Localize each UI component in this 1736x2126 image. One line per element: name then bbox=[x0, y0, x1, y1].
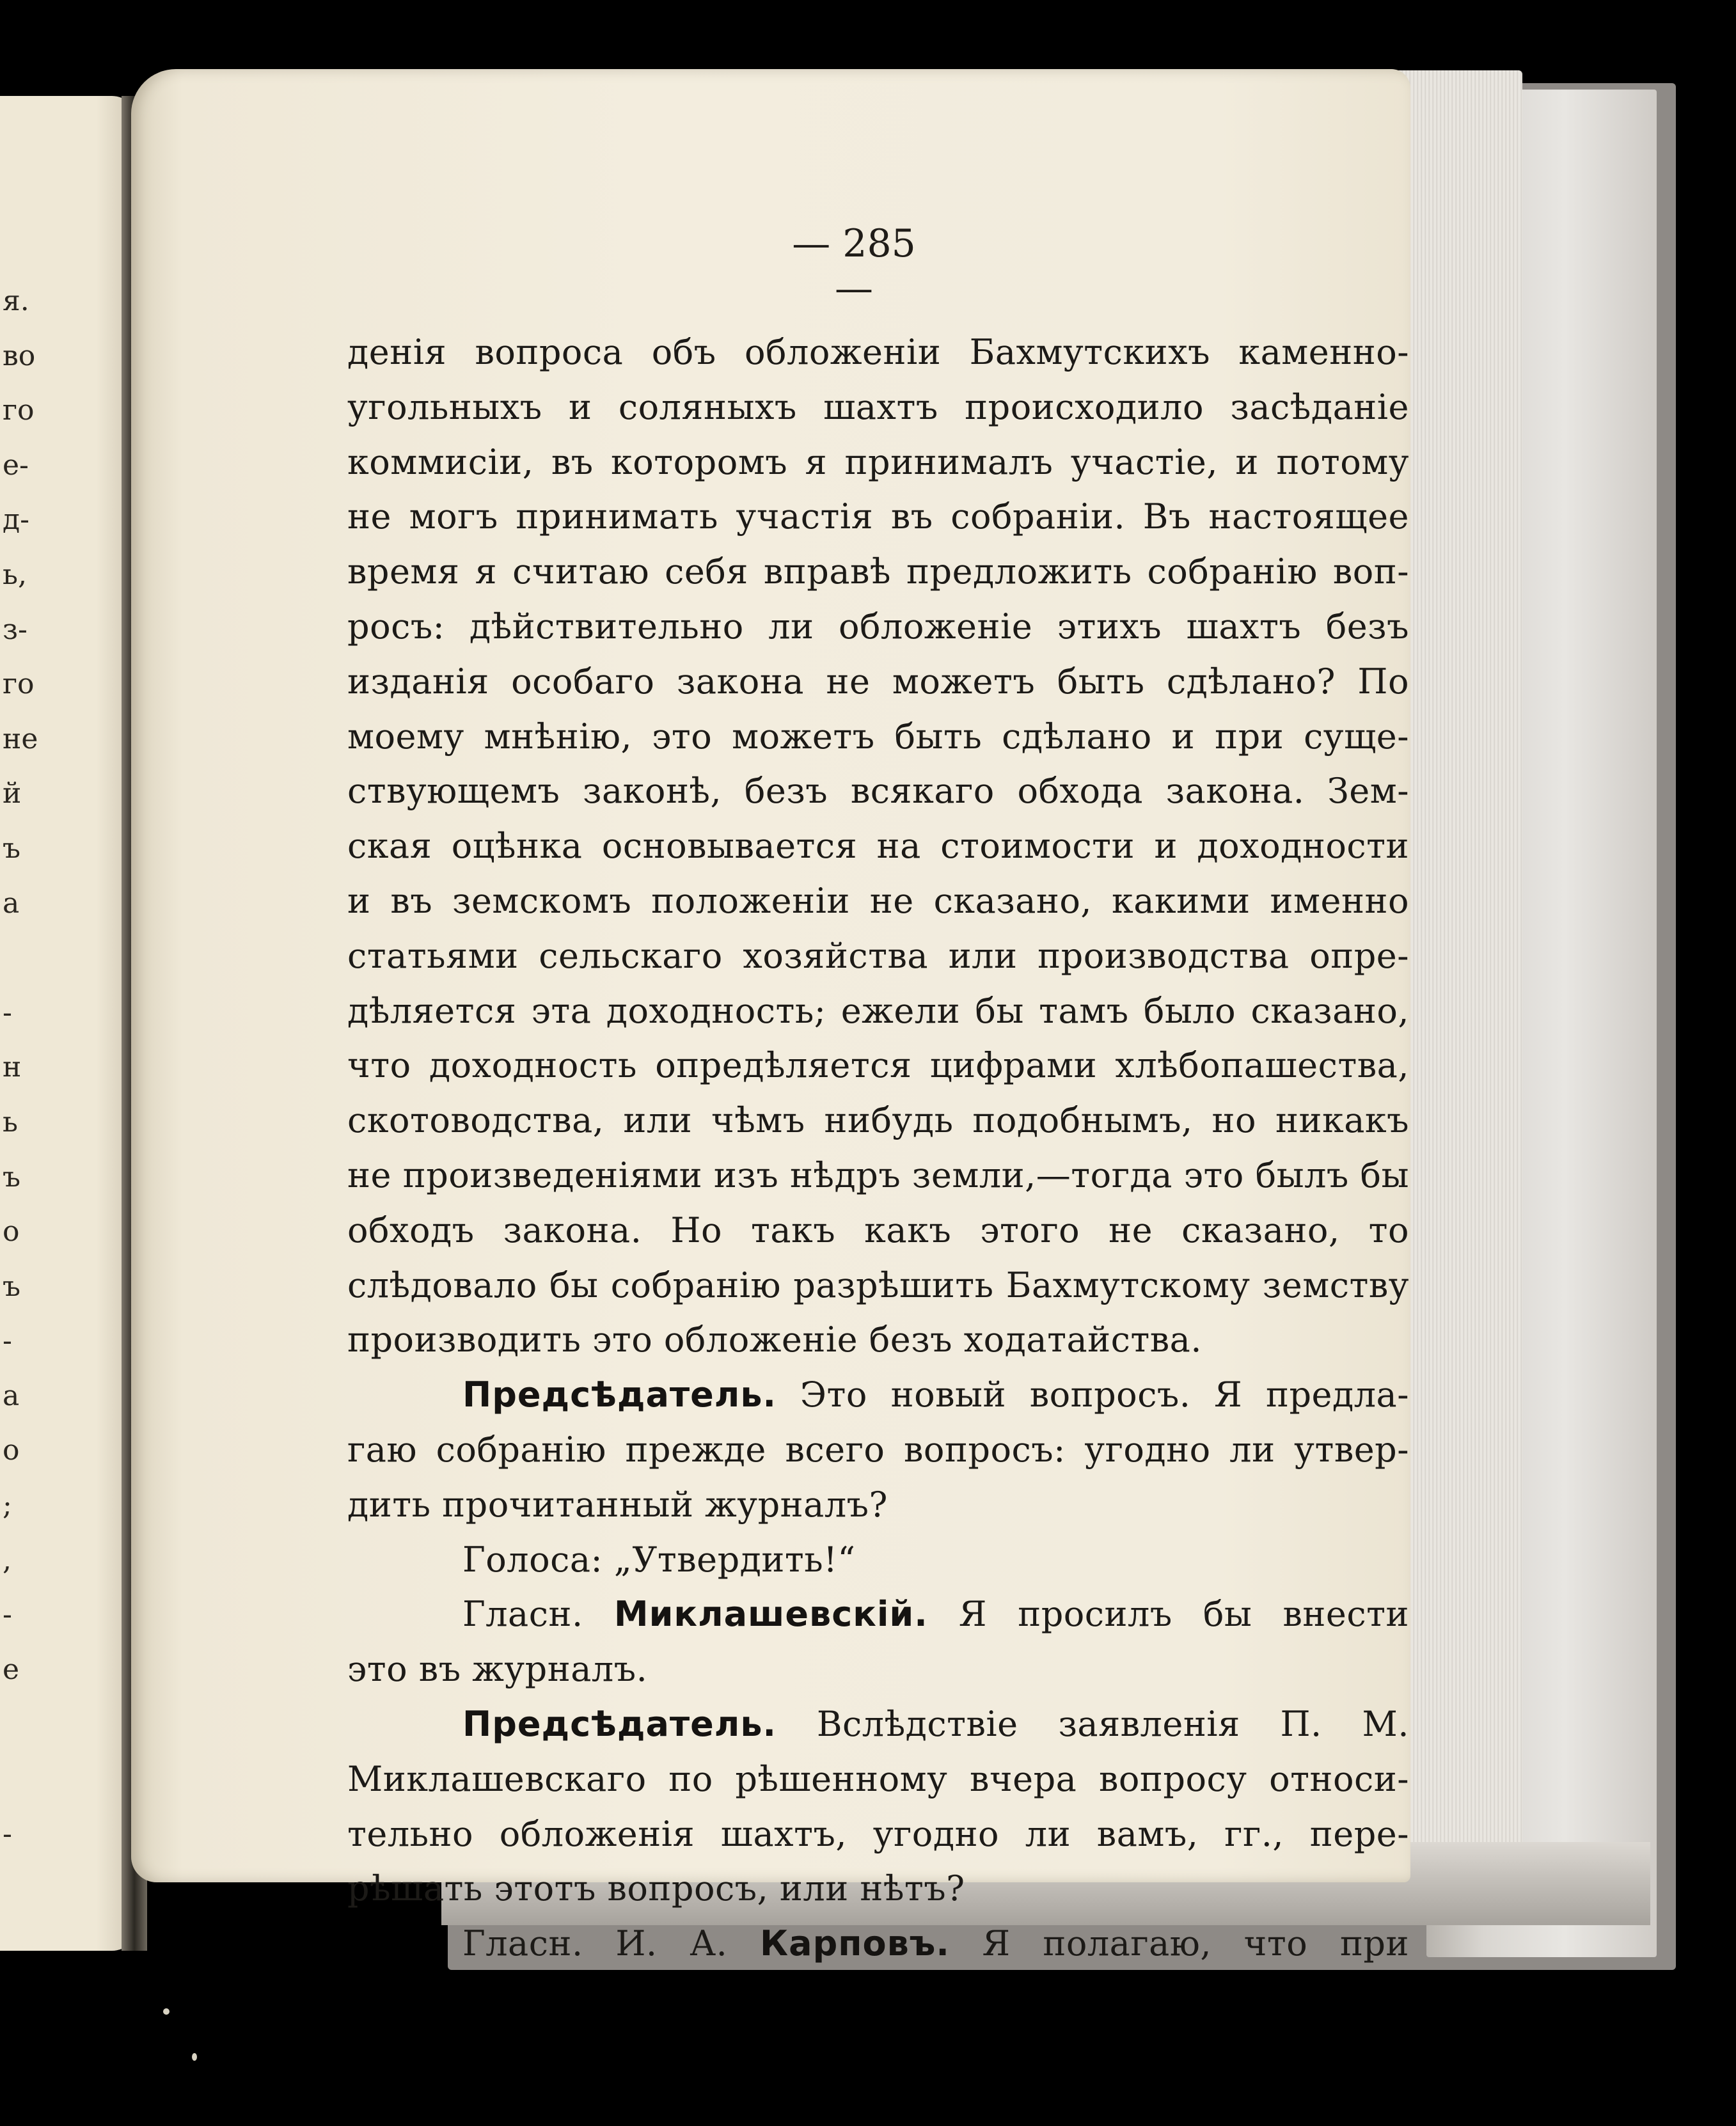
text-line: не могъ принимать участія въ собраніи. Въ настоящее bbox=[347, 496, 1409, 537]
dust-speck bbox=[163, 2008, 170, 2015]
paragraph-karpov bbox=[347, 1916, 1409, 1971]
left-fragment: о bbox=[3, 1434, 20, 1467]
left-fragment: - bbox=[3, 996, 12, 1029]
text-line: денія вопроса объ обложеніи Бахмутскихъ каменно- bbox=[347, 332, 1409, 372]
text-line: Миклашевскаго по рѣшенному вчера вопросу относи- bbox=[347, 1758, 1409, 1799]
text-line: обходъ закона. Но такъ какъ этого не сказано, то bbox=[347, 1209, 1409, 1250]
page-number: — 285 — bbox=[792, 221, 916, 311]
left-fragment: ; bbox=[3, 1489, 12, 1522]
left-fragment: - bbox=[3, 1817, 12, 1850]
left-fragment: о bbox=[3, 1215, 20, 1248]
text-line: производить это обложеніе безъ ходатайства. bbox=[347, 1319, 1203, 1360]
left-fragment: а bbox=[3, 886, 20, 920]
speaker-name: Миклашевскій. bbox=[613, 1594, 928, 1635]
text-line: угольныхъ и соляныхъ шахтъ происходило засѣданіе bbox=[347, 386, 1409, 427]
text-line: моему мнѣнію, это можетъ быть сдѣлано и при суще- bbox=[347, 716, 1409, 757]
left-fragment: не bbox=[3, 722, 38, 755]
left-fragment: н bbox=[3, 1051, 22, 1084]
text-line: не произведеніями изъ нѣдръ земли,—тогда это былъ бы bbox=[347, 1154, 1409, 1195]
text-line: время я считаю себя вправѣ предложить собранію воп- bbox=[347, 551, 1409, 592]
paragraph-voices: Голоса: „Утвердить!“ bbox=[462, 1539, 856, 1580]
left-fragment: , bbox=[3, 1543, 12, 1577]
main-page bbox=[131, 69, 1410, 1964]
left-fragment: ъ bbox=[3, 831, 20, 865]
text-line: коммисіи, въ которомъ я принималъ участіе, и потому bbox=[347, 441, 1409, 482]
text-line: тельно обложенія шахтъ, угодно ли вамъ, гг., пере- bbox=[347, 1813, 1409, 1854]
speaker-prefix: Гласн. И. А. bbox=[462, 1923, 760, 1964]
text-line: это въ журналъ. bbox=[347, 1649, 648, 1690]
dust-speck bbox=[192, 2053, 197, 2061]
left-fragment bbox=[3, 1752, 38, 1807]
speech-text: Я полагаю, что при bbox=[949, 1923, 1409, 1964]
paragraph-chairman-2 bbox=[347, 1697, 1409, 1752]
left-fragment: ъ bbox=[3, 1160, 20, 1193]
speech-text: Вслѣдствіе заявленія П. М. bbox=[777, 1703, 1409, 1744]
left-fragment: - bbox=[3, 1325, 12, 1358]
text-line: слѣдовало бы собранію разрѣшить Бахмутскому земству bbox=[347, 1264, 1409, 1305]
text-line: и въ земскомъ положеніи не сказано, какими именно bbox=[347, 880, 1409, 921]
left-fragment: а bbox=[3, 1379, 20, 1412]
left-fragment: й bbox=[3, 777, 22, 810]
left-fragment: е- bbox=[3, 448, 29, 482]
left-fragment: го bbox=[3, 394, 35, 427]
speech-text: Это новый вопросъ. Я предла- bbox=[777, 1374, 1409, 1415]
left-fragment: ь bbox=[3, 1105, 18, 1138]
left-fragment: е bbox=[3, 1653, 20, 1686]
left-fragment: го bbox=[3, 668, 35, 701]
text-line: гаю собранію прежде всего вопросъ: угодно ли утвер- bbox=[347, 1429, 1409, 1470]
left-fragment: - bbox=[3, 1598, 12, 1632]
text-line: статьями сельскаго хозяйства или производства опре- bbox=[347, 935, 1409, 976]
left-fragment: ь, bbox=[3, 558, 27, 591]
speech-text: Я просилъ бы внести bbox=[927, 1594, 1409, 1635]
left-page bbox=[0, 96, 138, 1951]
left-fragment: ъ bbox=[3, 1270, 20, 1303]
left-fragment: во bbox=[3, 339, 36, 372]
text-line: ствующемъ законѣ, безъ всякаго обхода закона. Зем- bbox=[347, 771, 1409, 812]
left-fragment: д- bbox=[3, 503, 29, 537]
left-fragment bbox=[3, 931, 38, 986]
paragraph-chairman-1 bbox=[347, 1367, 1409, 1422]
speaker-name: Карповъ. bbox=[759, 1923, 950, 1964]
left-fragment: я. bbox=[3, 285, 29, 317]
left-fragment: з- bbox=[3, 613, 28, 646]
text-line: росъ: дѣйствительно ли обложеніе этихъ шахтъ безъ bbox=[347, 606, 1409, 647]
text-line: ская оцѣнка основывается на стоимости и доходности bbox=[347, 826, 1409, 867]
speaker-name: Предсѣдатель. bbox=[462, 1703, 777, 1744]
text-line: дить прочитанный журналъ? bbox=[347, 1484, 888, 1525]
left-page-fragments bbox=[3, 274, 38, 1861]
text-line: что доходность опредѣляется цифрами хлѣбопашества, bbox=[347, 1045, 1409, 1086]
text-line: скотоводства, или чѣмъ нибудь подобнымъ, но никакъ bbox=[347, 1100, 1409, 1141]
page-body bbox=[347, 325, 1409, 1971]
text-line: изданія особаго закона не можетъ быть сдѣлано? По bbox=[347, 661, 1409, 702]
speaker-name: Предсѣдатель. bbox=[462, 1374, 777, 1415]
speaker-prefix: Гласн. bbox=[462, 1594, 614, 1635]
left-fragment bbox=[3, 1697, 38, 1752]
text-line: дѣляется эта доходность; ежели бы тамъ было сказано, bbox=[347, 990, 1409, 1031]
text-line: рѣшать этотъ вопросъ, или нѣтъ? bbox=[347, 1868, 965, 1909]
paragraph-miklashevsky bbox=[347, 1587, 1409, 1642]
